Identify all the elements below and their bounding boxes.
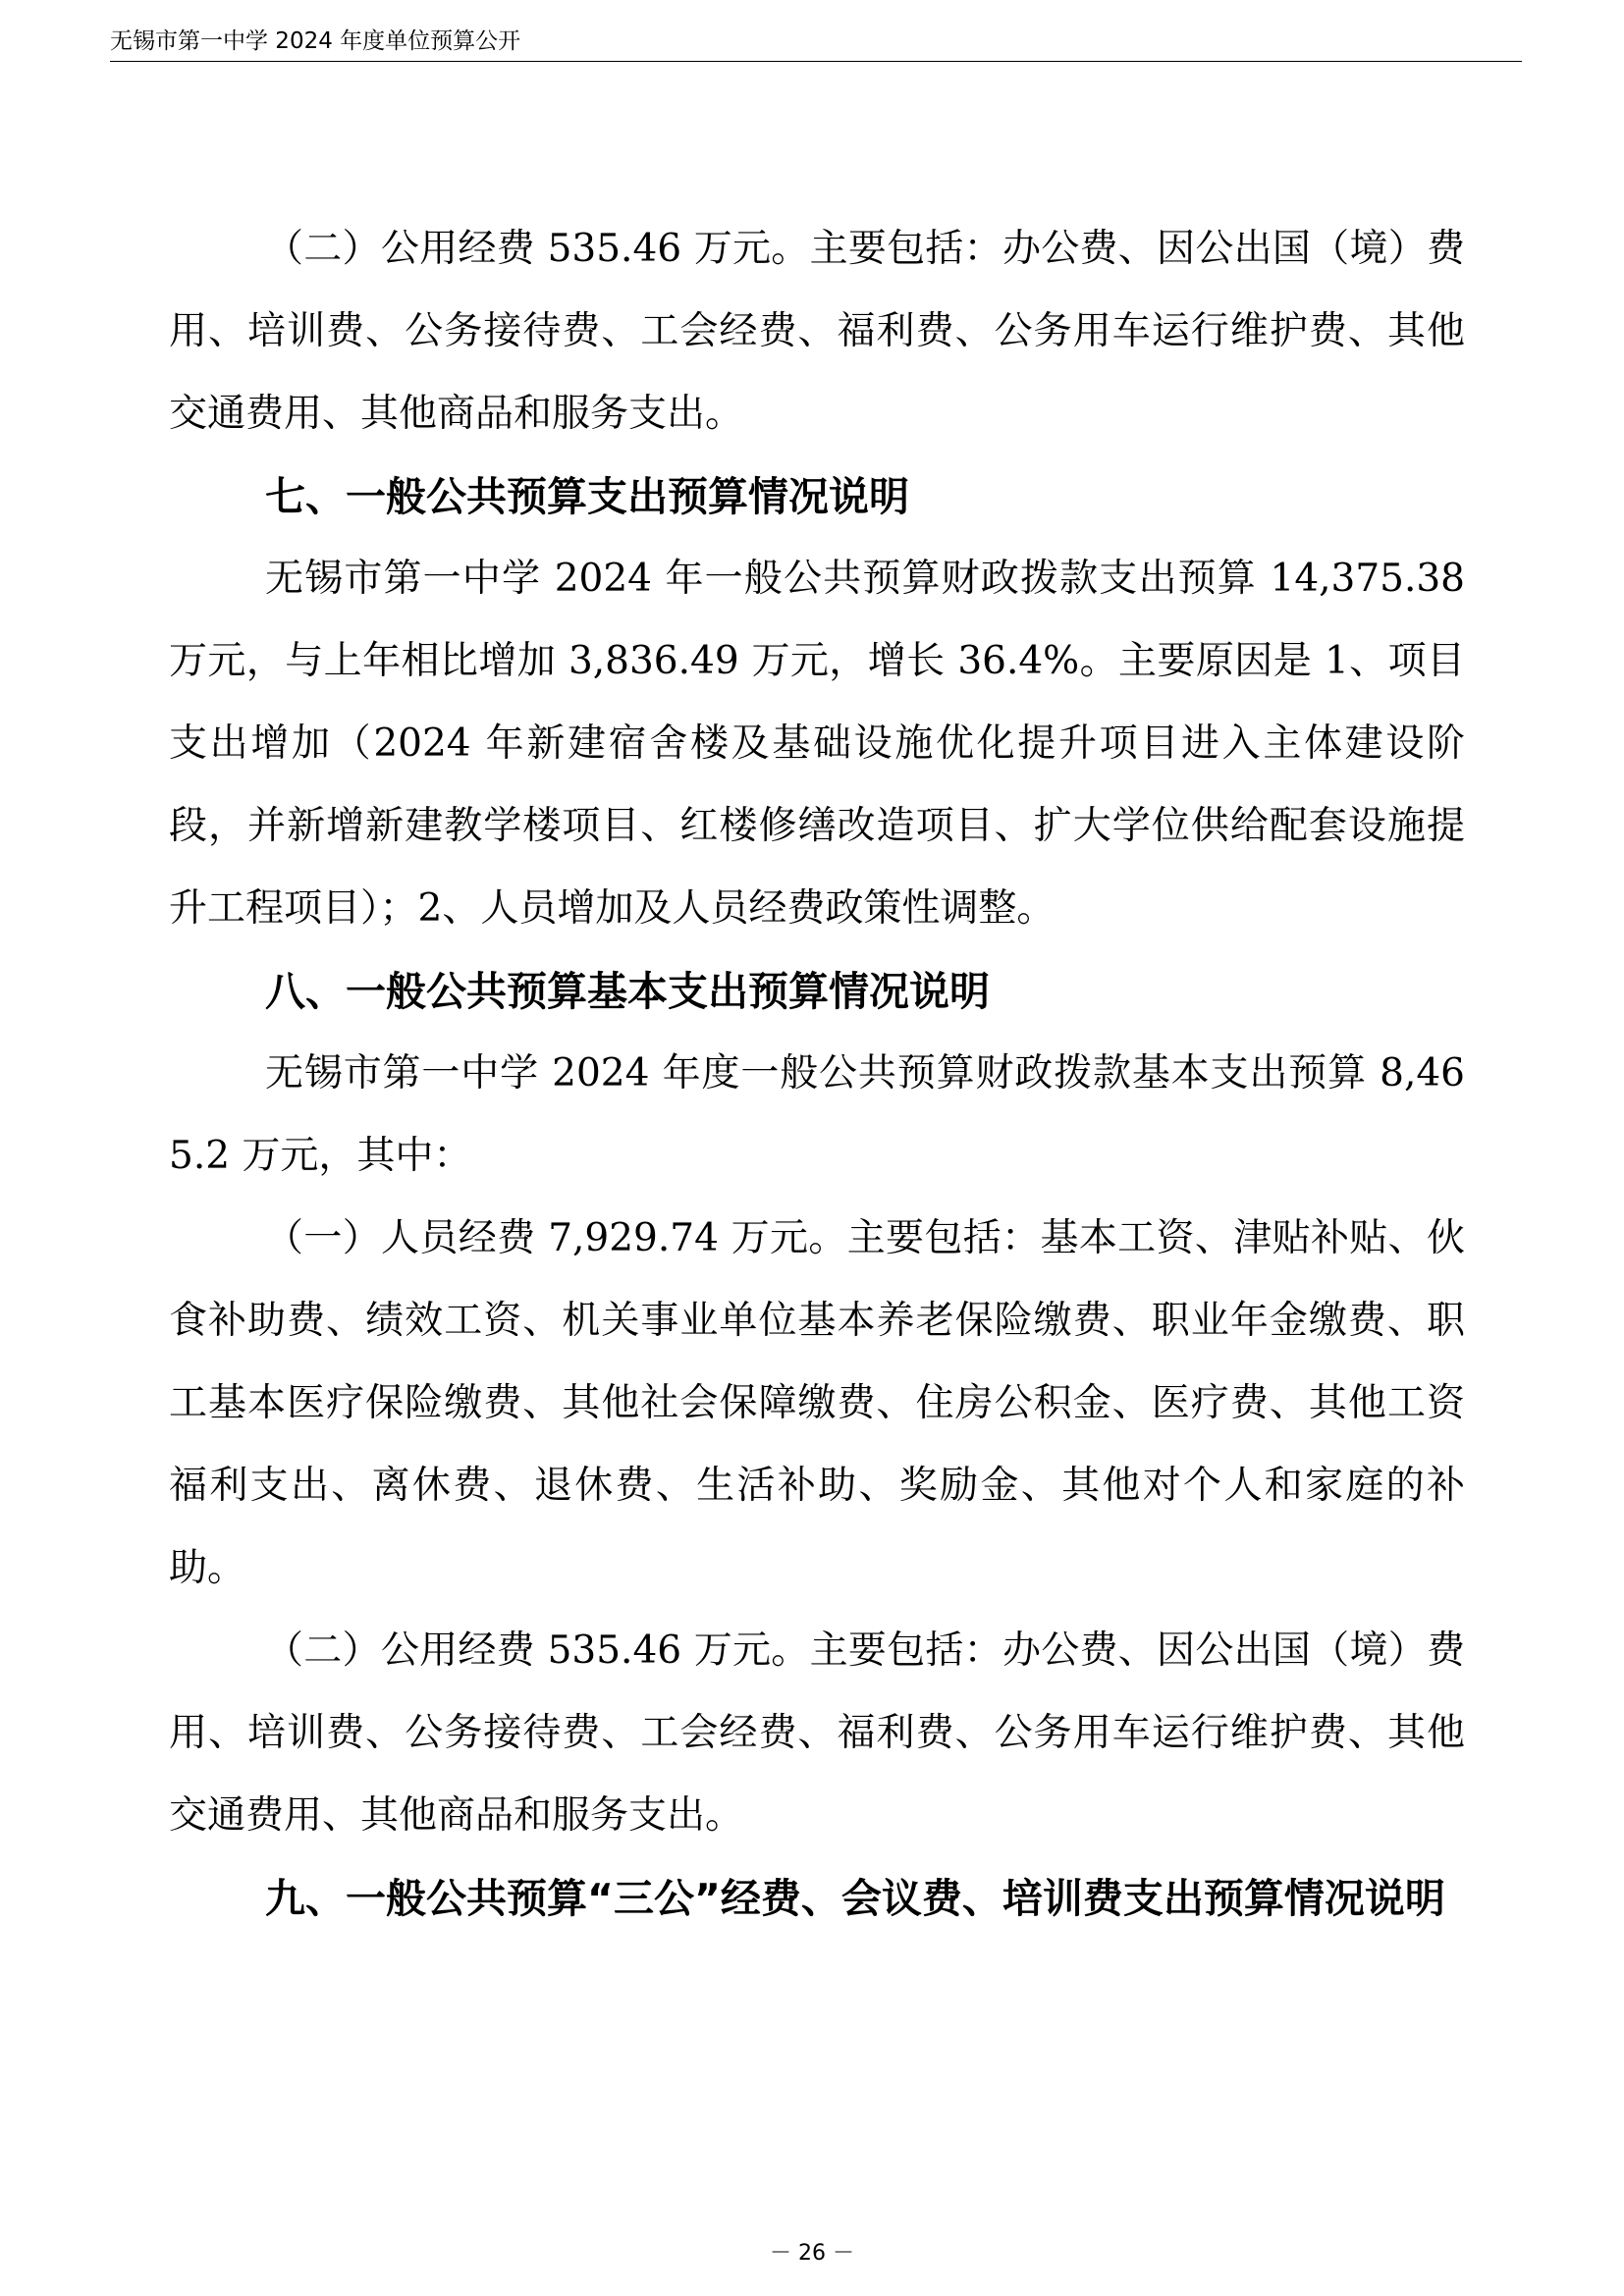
section-heading-9	[169, 1857, 1465, 1940]
paragraph-general-budget-expenditure	[169, 538, 1465, 950]
paragraph-basic-expenditure	[169, 1033, 1465, 1198]
paragraph: （二）公用经费 535.46 万元。主要包括：办公费、因公出国（境）费用、培训费、公务接待费、工会经费、福利费、公务用车运行维护费、其他交通费用、其他商品和服务支出。	[169, 1629, 1465, 1838]
paragraph: （二）公用经费 535.46 万元。主要包括：办公费、因公出国（境）费用、培训费、公务接待费、工会经费、福利费、公务用车运行维护费、其他交通费用、其他商品和服务支出。	[169, 227, 1465, 436]
section-heading: 九、一般公共预算“三公”经费、会议费、培训费支出预算情况说明	[265, 1875, 1445, 1922]
section-heading-8	[169, 950, 1465, 1033]
paragraph: （一）人员经费 7,929.74 万元。主要包括：基本工资、津贴补贴、伙食补助费、绩效工资、机关事业单位基本养老保险缴费、职业年金缴费、职工基本医疗保险缴费、其他社会保障缴费、住房公积金、医疗费、其他工资福利支出、离休费、退休费、生活补助、奖励金、其他对个人和家庭的补助。	[169, 1216, 1465, 1590]
section-heading: 七、一般公共预算支出预算情况说明	[265, 473, 909, 520]
header-title: 无锡市第一中学 2024 年度单位预算公开	[110, 28, 521, 54]
page-number: － 26 －	[770, 2241, 854, 2266]
paragraph-public-expenses-1	[169, 208, 1465, 455]
page-header	[110, 20, 1522, 62]
paragraph-public-expenses-2	[169, 1610, 1465, 1857]
section-heading-7	[169, 455, 1465, 538]
paragraph-personnel-expenses	[169, 1198, 1465, 1610]
document-body	[169, 208, 1465, 1940]
paragraph: 无锡市第一中学 2024 年一般公共预算财政拨款支出预算 14,375.38 万元，与上年相比增加 3,836.49 万元，增长 36.4%。主要原因是 1、项目支出增加（2024 年新建宿舍楼及基础设施优化提升项目进入主体建设阶段，并新增新建教学楼项目、红楼修缮改造项目、扩大学位供给配套设施提升工程项目）；2、人员增加及人员经费政策性调整。	[169, 557, 1465, 931]
section-heading: 八、一般公共预算基本支出预算情况说明	[265, 968, 990, 1015]
paragraph: 无锡市第一中学 2024 年度一般公共预算财政拨款基本支出预算 8,465.2 万元，其中：	[169, 1051, 1465, 1178]
